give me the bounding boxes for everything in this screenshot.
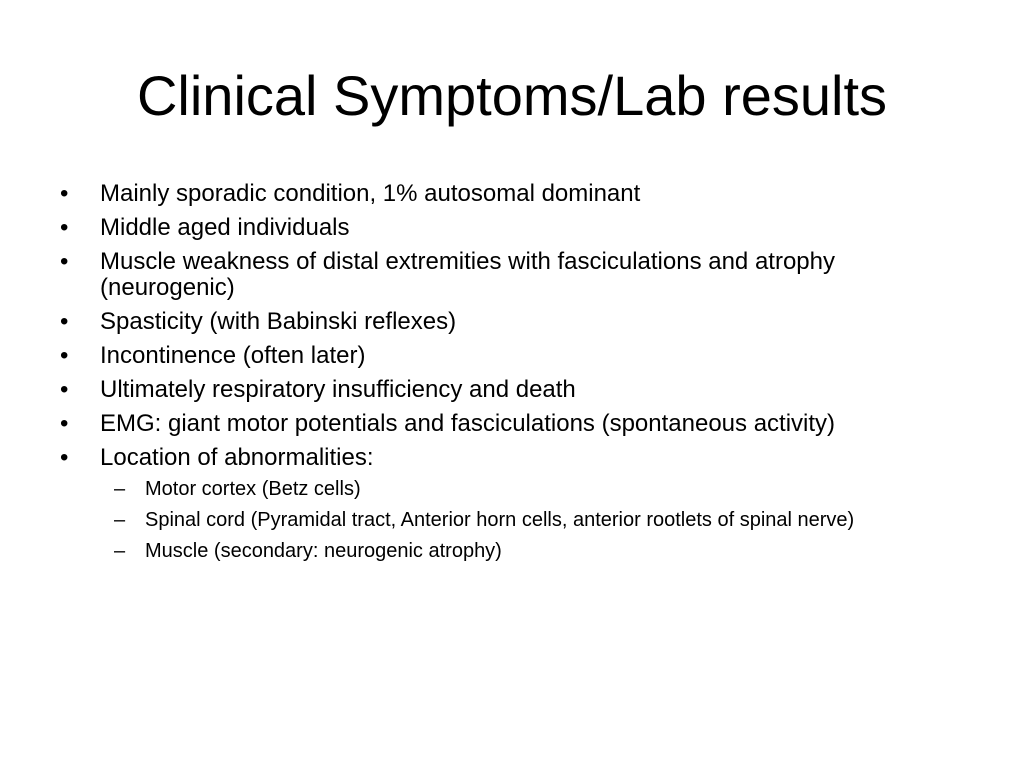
sub-bullet-marker: – (114, 540, 126, 562)
sub-bullet-item (114, 477, 900, 501)
bullet-item (60, 342, 900, 369)
sub-bullet-text: Motor cortex (Betz cells) (145, 478, 361, 500)
sub-bullet-item (114, 508, 900, 532)
bullet-text: Incontinence (often later) (100, 342, 366, 369)
bullet-marker: • (60, 180, 69, 207)
bullet-marker: • (60, 308, 69, 335)
bullet-item (60, 444, 900, 563)
bullet-marker: • (60, 444, 69, 471)
bullet-text: Muscle weakness of distal extremities with fasciculations and atrophy (neurogenic) (100, 248, 835, 301)
sub-bullet-text: Spinal cord (Pyramidal tract, Anterior horn cells, anterior rootlets of spinal nerve) (145, 509, 855, 531)
sub-bullet-marker: – (114, 478, 126, 500)
bullet-item (60, 248, 900, 301)
bullet-list (60, 180, 900, 571)
bullet-item (60, 376, 900, 403)
bullet-marker: • (60, 376, 69, 403)
bullet-text: Middle aged individuals (100, 214, 350, 241)
bullet-text: Spasticity (with Babinski reflexes) (100, 308, 457, 335)
bullet-item (60, 308, 900, 335)
bullet-marker: • (60, 410, 69, 437)
bullet-text: Mainly sporadic condition, 1% autosomal dominant (100, 180, 641, 207)
bullet-marker: • (60, 248, 69, 275)
bullet-marker: • (60, 214, 69, 241)
bullet-item (60, 410, 900, 437)
sub-bullet-list (114, 477, 900, 563)
bullet-marker: • (60, 342, 69, 369)
bullet-text: Ultimately respiratory insufficiency and death (100, 376, 576, 403)
sub-bullet-marker: – (114, 509, 126, 531)
slide-title: Clinical Symptoms/Lab results (136, 64, 888, 127)
sub-bullet-item (114, 539, 900, 563)
bullet-item (60, 180, 900, 207)
bullet-text: EMG: giant motor potentials and fasciculations (spontaneous activity) (100, 410, 836, 437)
sub-bullet-text: Muscle (secondary: neurogenic atrophy) (145, 540, 502, 562)
bullet-item (60, 214, 900, 241)
bullet-text: Location of abnormalities: (100, 444, 374, 471)
